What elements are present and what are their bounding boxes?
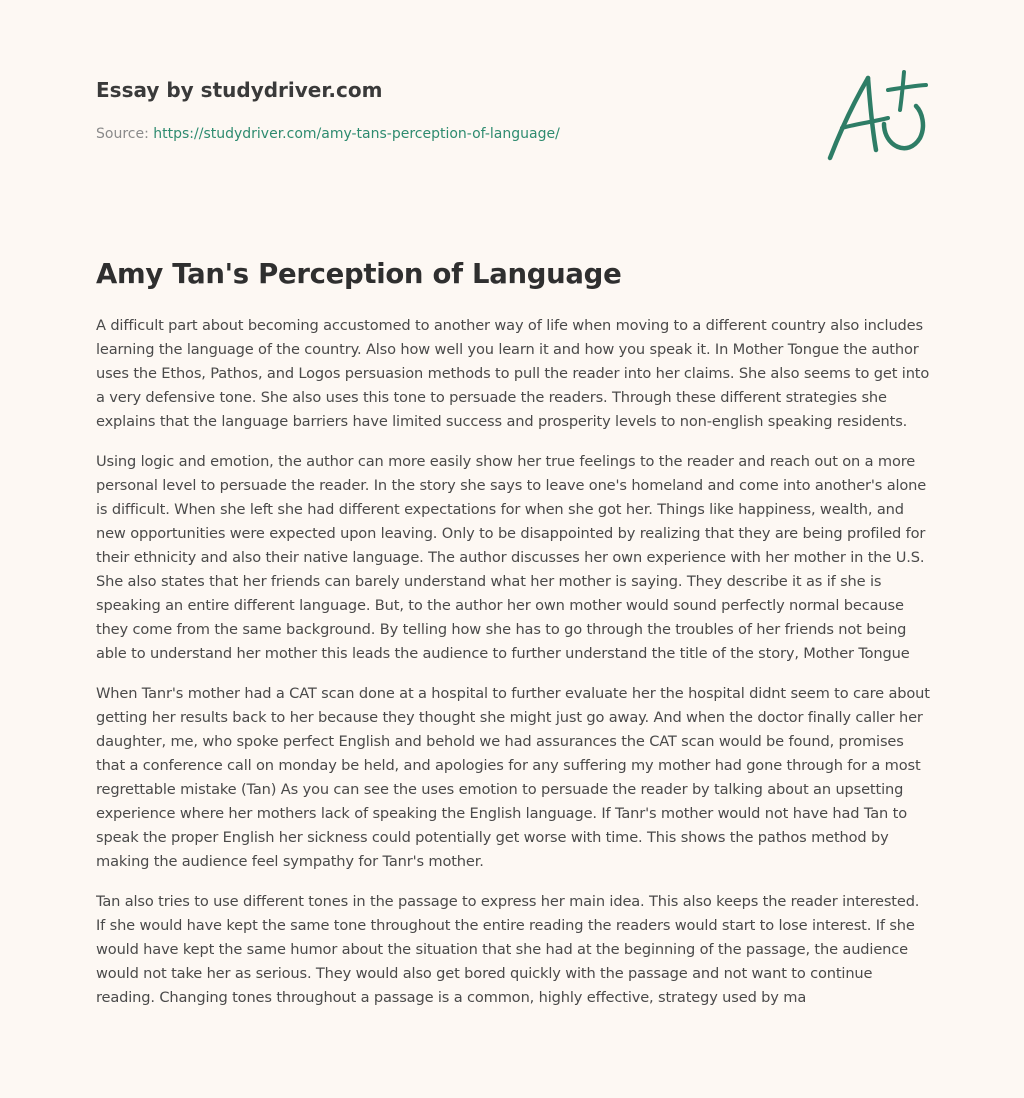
- source-line: [96, 124, 816, 144]
- page-title: Amy Tan's Perception of Language: [96, 258, 622, 290]
- paragraph: Using logic and emotion, the author can more easily show her true feelings to the reader and reach out on a more personal level to persuade the reader. In the story she says to leave one's homeland and come into another's alone is difficult. When she left she had different expectations for when she got her. Things like happiness, wealth, and new opportunities were expected upon leaving. Only to be disappointed by realizing that they are being profiled for their ethnicity and also their native language. The author discusses her own experience with her mother in the U.S. She also states that her friends can barely understand what her mother is saying. They describe it as if she is speaking an entire different language. But, to the author her own mother would sound perfectly normal because they come from the same background. By telling how she has to go through the troubles of her friends not being able to understand her mother this leads the audience to further understand the title of the story, Mother Tongue: [96, 453, 927, 662]
- paragraph: A difficult part about becoming accustomed to another way of life when moving to a different country also includes learning the language of the country. Also how well you learn it and how you speak it. In Mother Tongue the author uses the Ethos, Pathos, and Logos persuasion methods to pull the reader into her claims. She also seems to get into a very defensive tone. She also uses this tone to persuade the readers. Through these different strategies she explains that the language barriers have limited success and prosperity levels to non-english speaking residents.: [96, 317, 930, 430]
- header: [96, 76, 816, 144]
- source-label: Source:: [96, 126, 154, 142]
- paragraph: When Tanr's mother had a CAT scan done at a hospital to further evaluate her the hospital didnt seem to care about getting her results back to her because they thought she might just go away. And when the doctor finally caller her daughter, me, who spoke perfect English and behold we had assurances the CAT scan would be found, promises that a conference call on monday be held, and apologies for any suffering my mother had gone through for a most regrettable mistake (Tan) As you can see the uses emotion to persuade the reader by talking about an upsetting experience where her mothers lack of speaking the English language. If Tanr's mother would not have had Tan to speak the proper English her sickness could potentially get worse with time. This shows the pathos method by making the audience feel sympathy for Tanr's mother.: [96, 685, 930, 870]
- source-link[interactable]: https://studydriver.com/amy-tans-perception-of-language/: [153, 126, 560, 142]
- article-body: [96, 314, 932, 1084]
- paragraph: Tan also tries to use different tones in the passage to express her main idea. This also keeps the reader interested. If she would have kept the same tone throughout the entire reading the readers would start to lose interest. If she would have kept the same humor about the situation that she had at the beginning of the passage, the audience would not take her as serious. They would also get bored quickly with the passage and not want to continue reading. Changing tones throughout a passage is a common, highly effective, strategy used by ma: [96, 893, 920, 1006]
- site-brand: Essay by studydriver.com: [96, 78, 383, 102]
- a-plus-logo-icon: [818, 66, 930, 166]
